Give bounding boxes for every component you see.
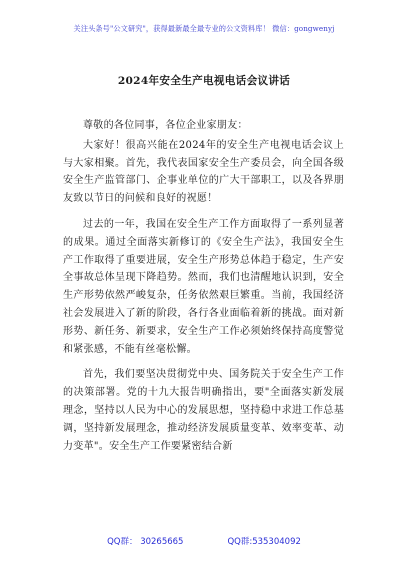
salutation-paragraph: 尊敬的各位同事，各位企业家朋友： (83, 120, 248, 131)
footer-qq-group-1: QQ群： 30265665 (107, 537, 184, 547)
footer-qq-group-2: QQ群:535304092 (227, 537, 301, 547)
body-paragraph: 过去的一年，我国在安全生产工作方面取得了一系列显著的成果。通过全面落实新修订的《安全生产法》，我国安全生产工作取得了重要进展，安全生产形势总体趋于稳定，生产安全事故总体呈现下降趋势。然而，我们也清醒地认识到，安全生产形势依然严峻复杂，任务依然艰巨繁重。当前，我国经济社会发展进入了新的阶段，各行各业面临着新的挑战。面对新形势、新任务、新要求，安全生产工作必须始终保持高度警觉和紧张感，不能有丝毫松懈。 (63, 218, 344, 355)
page-footer (0, 535, 408, 547)
body-paragraph: 首先，我们要坚决贯彻党中央、国务院关于安全生产工作的决策部署。党的十九大报告明确指出，要"全面落实新发展理念，坚持以人民为中心的发展思想，坚持稳中求进工作总基调，坚持新发展理念，推动经济发展质量变革、效率变革、动力变革"。安全生产工作要紧密结合新 (63, 369, 344, 452)
promo-banner: 关注头条号"公文研究"，获得最新最全最专业的公文资料库！ 微信：gongwenyj (73, 24, 335, 33)
document-title: 2024年安全生产电视电话会议讲话 (117, 75, 291, 87)
body-paragraph: 大家好！很高兴能在2024年的安全生产电视电话会议上与大家相聚。首先，我代表国家安全生产委员会，向全国各级安全生产监管部门、企事业单位的广大干部职工，以及各界朋友致以节日的问候和良好的祝愿！ (63, 139, 344, 205)
document-body (63, 117, 344, 463)
